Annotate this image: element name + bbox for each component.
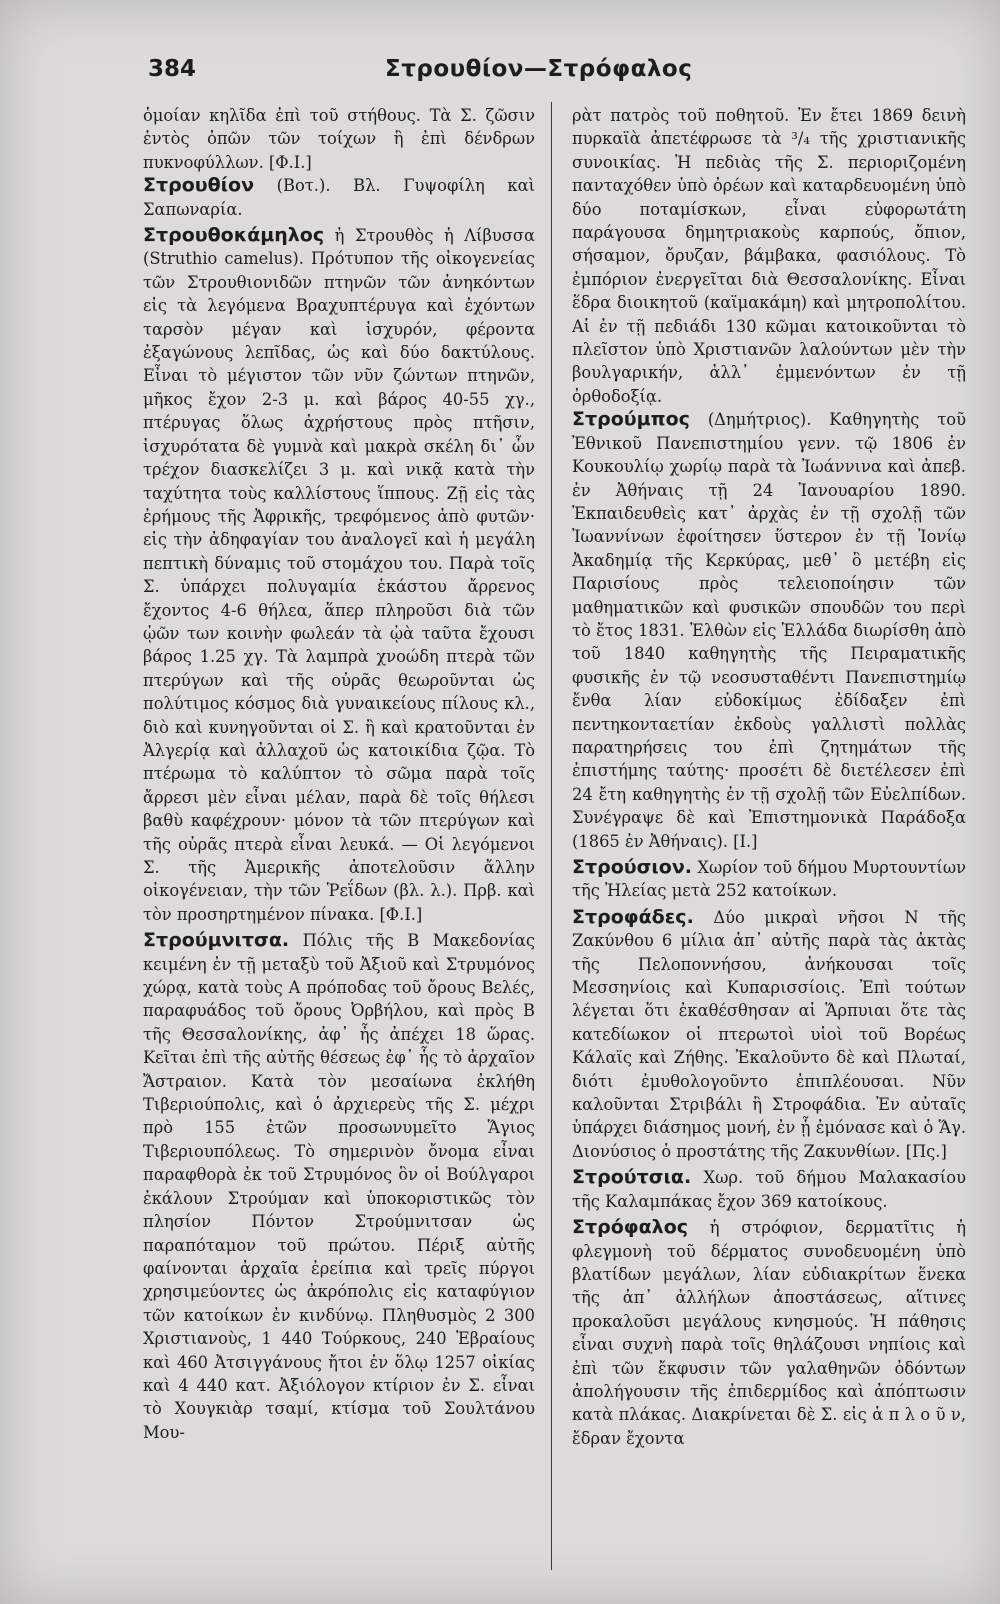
continuation-text: ρὰτ πατρὸς τοῦ ποθητοῦ. Ἐν ἔτει 1869 δεινὴ πυρκαϊὰ ἀπετέφρωσε τὰ ³/₄ τῆς χριστιανικῆς συνοικίας. Ἡ πεδιὰς τῆς Σ. περιοριζομένη πανταχόθεν ὑπὸ ὀρέων καὶ καταρδευομένη ὑπὸ δύο ποταμίσκων, εἶναι εὐφορωτάτη παράγουσα δημητριακοὺς καρπούς, ὄπιον, σήσαμον, ὄρυζαν, βάμβακα, φασιόλους. Τὸ ἐμπόριον ἐνεργεῖται διὰ Θεσσαλονίκης. Εἶναι ἕδρα διοικητοῦ (καϊμακάμη) καὶ μητροπολίτου. Αἱ ἐν τῇ πεδιάδι 130 κῶμαι κατοικοῦνται τὸ πλεῖστον ὑπὸ Χριστιανῶν λαλούντων μὲν τὴν βουλγαρικήν, ἀλλ᾽ ἐμμενόντων ἐν τῇ ὀρθοδοξίᾳ. [572,106,966,406]
page-header [140,52,860,92]
right-column [572,104,966,1574]
column-divider [551,102,552,1570]
entry-stroumnitsa [143,929,535,1444]
running-head: Στρουθίον—Στρόφαλος [385,56,693,82]
entry-strouthion [143,174,535,221]
entry-headword: Στρούμνιτσα. [143,929,290,952]
entry-body: (Βοτ.). Βλ. Γυψοφίλη καὶ Σαπωναρία. [143,176,535,219]
entry-body: (Δημήτριος). Καθηγητὴς τοῦ Ἐθνικοῦ Πανεπιστημίου γενν. τῷ 1806 ἐν Κουκουλίῳ χωρίῳ παρὰ τὰ Ἰωάννινα καὶ ἀπεβ. ἐν Ἀθήναις τῇ 24 Ἰανουαρίου 1890. Ἐκπαιδευθεὶς κατ᾽ ἀρχὰς ἐν τῇ σχολῇ τῶν Ἰωαννίνων ἐφοίτησεν ὕστερον ἐν τῇ Ἰονίῳ Ἀκαδημίᾳ τῆς Κερκύρας, μεθ᾽ ὃ μετέβη εἰς Παρισίους πρὸς τελειοποίησιν τῶν μαθηματικῶν καὶ φυσικῶν σπουδῶν του περὶ τὸ ἔτος 1831. Ἐλθὼν εἰς Ἑλλάδα διωρίσθη ἀπὸ τοῦ 1840 καθηγητὴς τῆς Πειραματικῆς φυσικῆς ἐν τῷ νεοσυσταθέντι Πανεπιστημίῳ ἔνθα λίαν εὐδοκίμως ἐδίδαξεν ἐπὶ πεντηκονταετίαν ἐκδοὺς γαλλιστὶ πολλὰς παρατηρήσεις του ἐπὶ ζητημάτων τῆς ἐπιστήμης ταύτης· προσέτι δὲ διετέλεσεν ἐπὶ 24 ἔτη καθηγητὴς ἐν τῇ σχολῇ τῶν Εὐελπίδων. Συνέγραψε δὲ καὶ Ἐπιστημονικὰ Παράδοξα (1865 ἐν Ἀθήναις). [Ι.] [572,410,966,851]
entry-strofades [572,906,966,1163]
continuation-text: ὁμοίαν κηλῖδα ἐπὶ τοῦ στήθους. Τὰ Σ. ζῶσιν ἐντὸς ὀπῶν τῶν τοίχων ἢ ἐπὶ δένδρων πυκνοφύλλων. [Φ.Ι.] [143,106,535,172]
entry-body: ἡ στρόφιον, δερματῖτις ἡ φλεγμονὴ τοῦ δέρματος συνοδευομένη ὑπὸ βλατίδων μεγάλων, λίαν εὐδιακρίτων ἕνεκα τῆς ἀπ᾽ ἀλλήλων ἀποστάσεως, αἵτινες προκαλοῦσι μεγάλους κνησμούς. Ἡ πάθησις εἶναι συχνὴ παρὰ τοῖς θηλάζουσι νηπίοις καὶ ἐπὶ τῶν ἔκφυσιν τῶν γαλαθηνῶν ὀδόντων ἀπολήγουσιν τῆς ἐπιδερμίδος καὶ ἀπόπτωσιν κατὰ πλάκας. Διακρίνεται δὲ Σ. εἰς ἁ π λ ο ῦ ν, ἔδραν ἔχοντα [572,1218,966,1448]
entry-stroumpos [572,408,966,853]
entry-headword: Στρουθοκάμηλος [143,224,325,247]
entry-body: Πόλις τῆς Β Μακεδονίας κειμένη ἐν τῇ μεταξὺ τοῦ Ἀξιοῦ καὶ Στρυμόνος χώρᾳ, κατὰ τοὺς Α πρόποδας τοῦ ὄρους Βελές, παραφυάδος τοῦ ὄρους Ὀρβήλου, καὶ πρὸς Β τῆς Θεσσαλονίκης, ἀφ᾽ ἧς ἀπέχει 18 ὥρας. Κεῖται ἐπὶ τῆς αὐτῆς θέσεως ἐφ᾽ ἧς τὸ ἀρχαῖον Ἄστραιον. Κατὰ τὸν μεσαίωνα ἐκλήθη Τιβεριούπολις, καὶ ὁ ἀρχιερεὺς τῆς Σ. μέχρι πρὸ 155 ἐτῶν προσωνυμεῖτο Ἅγιος Τιβεριουπόλεως. Τὸ σημερινὸν ὄνομα εἶναι παραφθορὰ ἐκ τοῦ Στρυμόνος ὃν οἱ Βούλγαροι ἐκάλουν Στρούμαν καὶ ὑποκοριστικῶς τὸν πλησίον Πόντον Στρούμνιτσαν ὡς παραπόταμον τοῦ πρώτου. Πέριξ αὐτῆς φαίνονται ἀρχαῖα ἐρείπια καὶ τρεῖς πύργοι χρησιμεύοντες ὡς ἀκρόπολις εἰς καταφύγιον τῶν κατοίκων ἐν κινδύνῳ. Πληθυσμὸς 2 300 Χριστιανοὺς, 1 440 Τούρκους, 240 Ἑβραίους καὶ 460 Ἀτσιγγάνους ἤτοι ἐν ὅλῳ 1257 οἰκίας καὶ 4 440 κατ. Ἀξιόλογον κτίριον ἐν Σ. εἶναι τὸ Χουγκιὰρ τσαμί, κτίσμα τοῦ Σουλτάνου Μου- [143,931,535,1442]
entry-headword: Στροφάδες. [572,905,694,928]
left-column [143,104,535,1574]
entry-strofalos [572,1216,966,1450]
page-number: 384 [148,56,197,82]
entry-body: Χωρίον τοῦ δήμου Μυρτουντίων τῆς Ἠλείας μετὰ 252 κατοίκων. [572,858,966,901]
entry-body: Δύο μικραὶ νῆσοι Ν τῆς Ζακύνθου 6 μίλια ἀπ᾽ αὐτῆς παρὰ τὰς ἀκτὰς τῆς Πελοποννήσου, ἀνήκουσαι τοῖς Μεσσηνίοις καὶ Κυπαρισσίοις. Ἐπὶ τούτων λέγεται ὅτι ἐκαθέσθησαν αἱ Ἅρπυιαι ὅτε τὰς κατεδίωκον οἱ πτερωτοὶ υἱοὶ τοῦ Βορέως Κάλαϊς καὶ Ζήθης. Ἐκαλοῦντο δὲ καὶ Πλωταί, διότι ἐμυθολογοῦντο ἐπιπλέουσαι. Νῦν καλοῦνται Στριβάλι ἢ Στροφάδια. Ἐν αὐταῖς ὑπάρχει διάσημος μονή, ἐν ᾗ ἐμόνασε καὶ ὁ Ἅγ. Διονύσιος ὁ προστάτης τῆς Ζακυνθίων. [Πς.] [572,907,966,1161]
entry-headword: Στρούτσια. [572,1166,692,1189]
entry-headword: Στρουθίον [143,174,255,197]
entry-headword: Στρούσιον. [572,856,693,878]
entry-headword: Στρούμπος [572,408,690,431]
entry-strouthokamilos [143,224,535,926]
entry-body: Χωρ. τοῦ δήμου Μαλακασίου τῆς Καλαμπάκας ἔχον 369 κατοίκους. [572,1168,966,1211]
entry-strousion [572,856,966,903]
entry-body: ἡ Στρουθὸς ἡ Λίβυσσα (Struthio camelus). Πρότυπον τῆς οἰκογενείας τῶν Στρουθιονιδῶν πτηνῶν τῶν ἀνηκόντων εἰς τὰ λεγόμενα Βραχυπτέρυγα καὶ ἐχόντων ταρσὸν μέγαν καὶ ἰσχυρόν, φέροντα ἐξαγώνους λεπῖδας, ὡς καὶ δύο δακτύλους. Εἶναι τὸ μέγιστον τῶν νῦν ζώντων πτηνῶν, μῆκος ἔχον 2-3 μ. καὶ βάρος 40-55 χγ., πτέρυγας ὅλως ἀχρήστους πρὸς πτῆσιν, ἰσχυρότατα δὲ γυμνὰ καὶ μακρὰ σκέλη δι᾽ ὧν τρέχον διασκελίζει 3 μ. καὶ νικᾷ κατὰ τὴν ταχύτητα τοὺς καλλίστους ἵππους. Ζῇ εἰς τὰς ἐρήμους τῆς Ἀφρικῆς, τρεφόμενος ἀπὸ φυτῶν· εἰς τὴν ἀδηφαγίαν του ἀναλογεῖ καὶ ἡ μεγάλη πεπτικὴ δύναμις τοῦ στομάχου του. Παρὰ τοῖς Σ. ὑπάρχει πολυγαμία ἑκάστου ἄρρενος ἔχοντος 4-6 θήλεα, ἅπερ πληροῦσι διὰ τῶν ᾠῶν των κοινὴν φωλεάν τὰ ᾠὰ ταῦτα ἔχουσι βάρος 1.25 χγ. Τὰ λαμπρὰ χνοώδη πτερὰ τῶν πτερύγων καὶ τῆς οὐρᾶς θεωροῦνται ὡς πολύτιμος κόσμος διὰ γυναικείους πίλους κλ., διὸ καὶ κυνηγοῦνται οἱ Σ. ἢ καὶ κρατοῦνται ἐν Ἀλγερίᾳ καὶ ἀλλαχοῦ ὡς κατοικίδια ζῷα. Τὸ πτέρωμα τὸ καλύπτον τὸ σῶμα παρὰ τοῖς ἄρρεσι μὲν εἶναι μέλαν, παρὰ δὲ τοῖς θήλεσι βαθὺ καφέχρουν· μόνον τὰ τῶν πτερύγων καὶ τῆς οὐρᾶς πτερὰ εἶναι λευκά. — Οἱ λεγόμενοι Σ. τῆς Ἀμερικῆς ἀποτελοῦσιν ἄλλην οἰκογένειαν, τὴν τῶν Ῥεΐδων (βλ. λ.). Πρβ. καὶ τὸν προσηρτημένον πίνακα. [Φ.Ι.] [143,226,535,924]
entry-headword: Στρόφαλος [572,1216,689,1239]
entry-strout-sia [572,1166,966,1213]
